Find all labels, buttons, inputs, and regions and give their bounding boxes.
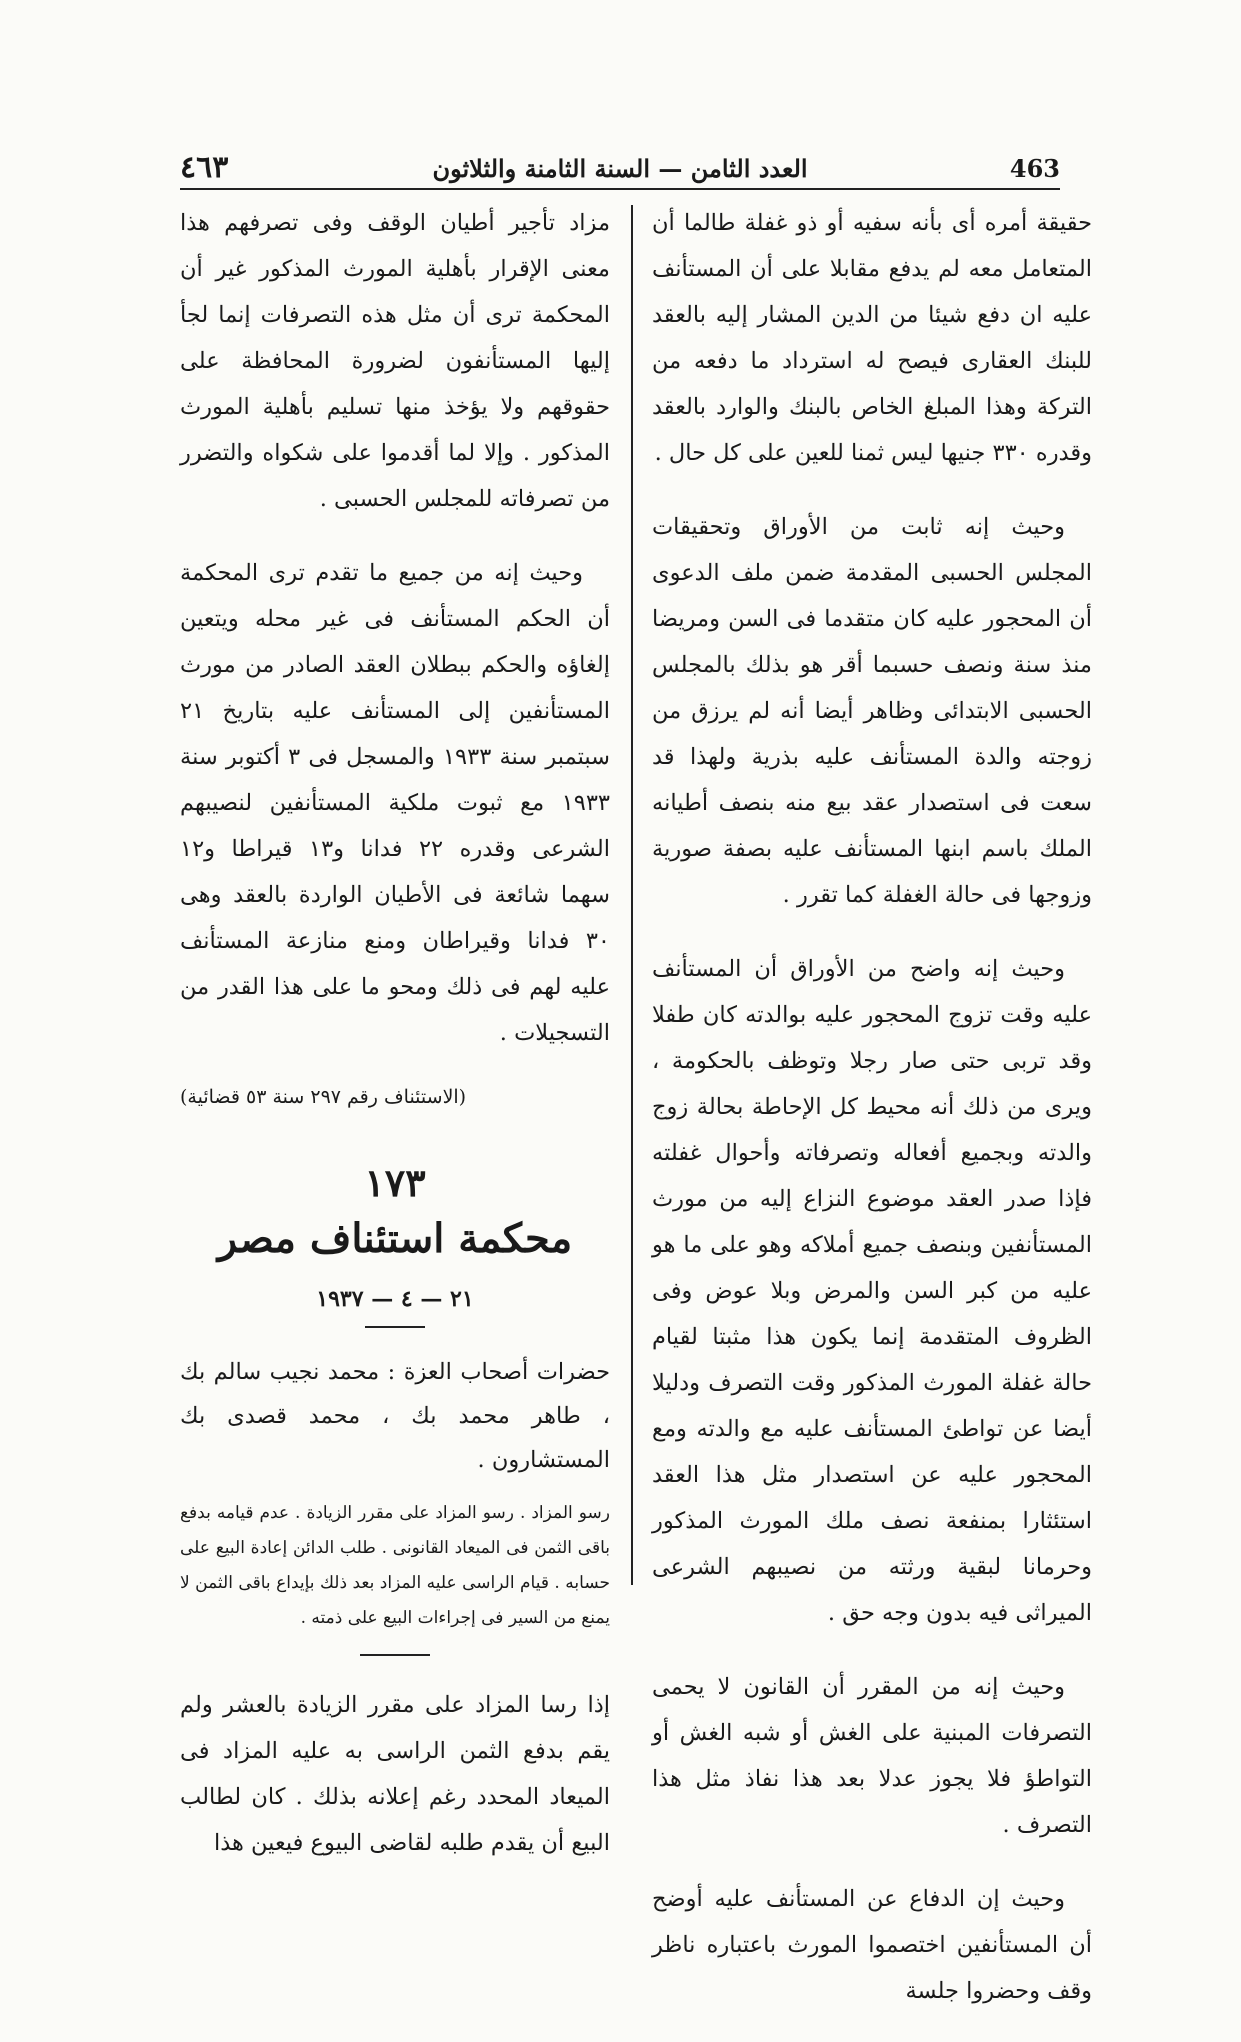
page-number-arabic: ٤٦٣: [180, 150, 229, 185]
paragraph: وحيث إنه من جميع ما تقدم ترى المحكمة أن الحكم المستأنف فى غير محله ويتعين إلغاؤه والحكم ببطلان العقد الصادر من مورث المستأنفين إلى المستأنف عليه بتاريخ ٢١ سبتمبر سنة ١٩٣٣ والمسجل فى ٣ أكتوبر سنة ١٩٣٣ مع ثبوت ملكية المستأنفين لنصيبهم الشرعى وقدره ٢٢ فدانا و١٣ قيراطا و١٢ سهما شائعة فى الأطيان الواردة بالعقد وهى ٣٠ فدانا وقيراطان ومنع منازعة المستأنف عليه لهم فى ذلك ومحو ما على هذا القدر من التسجيلات .: [180, 560, 611, 1046]
court-name: محكمة استئناف مصر: [217, 1215, 573, 1262]
page-number-latin: 463: [1009, 154, 1060, 183]
judges-list: حضرات أصحاب العزة : محمد نجيب سالم بك ، طاهر محمد بك ، محمد قصدى بك المستشارون .: [180, 1359, 610, 1473]
right-column: [652, 200, 1092, 2042]
running-title: العدد الثامن — السنة الثامنة والثلاثون: [432, 154, 808, 183]
left-column: [180, 200, 610, 1894]
case-date: ٢١ — ٤ — ١٩٣٧: [316, 1286, 474, 1312]
paragraph: وحيث إنه واضح من الأوراق أن المستأنف عليه وقت تزوج المحجور عليه بوالدته كان طفلا وقد تربى حتى صار رجلا وتوظف بالحكومة ، ويرى من ذلك أنه محيط كل الإحاطة بحالة زوج والدته وبجميع أفعاله وتصرفاته وأحوال غفلته فإذا صدر العقد موضوع النزاع إليه من مورث المستأنفين وبنصف جميع أملاكه وهو على ما هو عليه من كبر السن والمرض وبلا عوض وفى الظروف المتقدمة إنما يكون هذا مثبتا لقيام حالة غفلة المورث المذكور وقت التصرف ودليلا أيضا عن تواطئ المستأنف عليه مع والدته ومع المحجور عليه عن استصدار مثل هذا العقد استئثارا بمنفعة نصف ملك المورث المذكور وحرمانا لبقية ورثته من نصيبهم الشرعى الميراثى فيه بدون وجه حق .: [652, 956, 1092, 1626]
divider: [365, 1326, 425, 1328]
divider: [360, 1654, 430, 1656]
page-header: [180, 150, 1060, 190]
paragraph: وحيث إنه من المقرر أن القانون لا يحمى التصرفات المبنية على الغش أو شبه الغش أو التواطؤ فلا يجوز عدلا بعد هذا نفاذ مثل هذا التصرف .: [652, 1674, 1092, 1838]
paragraph: مزاد تأجير أطيان الوقف وفى تصرفهم هذا معنى الإقرار بأهلية المورث المذكور غير أن المحكمة ترى أن مثل هذه التصرفات إنما لجأ إليها المستأنفون لضرورة المحافظة على حقوقهم ولا يؤخذ منها تسليم بأهلية المورث المذكور . وإلا لما أقدموا على شكواه والتضرر من تصرفاته للمجلس الحسبى .: [180, 210, 610, 512]
case-number: ١٧٣: [364, 1160, 426, 1205]
paragraph: وحيث إنه ثابت من الأوراق وتحقيقات المجلس الحسبى المقدمة ضمن ملف الدعوى أن المحجور عليه كان متقدما فى السن ومريضا منذ سنة ونصف حسبما أقر هو بذلك بالمجلس الحسبى الابتدائى وظاهر أيضا أنه لم يرزق من زوجته والدة المستأنف عليه بذرية ولهذا قد سعت فى استصدار عقد بيع منه بنصف أطيانه الملك باسم ابنها المستأنف عليه بصفة صورية وزوجها فى حالة الغفلة كما تقرر .: [652, 514, 1092, 908]
case-reference: (الاستئناف رقم ٢٩٧ سنة ٥٣ قضائية): [180, 1086, 467, 1108]
paragraph: حقيقة أمره أى بأنه سفيه أو ذو غفلة طالما أن المتعامل معه لم يدفع مقابلا على أن المستأنف عليه ان دفع شيئا من الدين المشار إليه بالعقد للبنك العقارى فيصح له استرداد ما دفعه من التركة وهذا المبلغ الخاص بالبنك والوارد بالعقد وقدره ٣٣٠ جنيها ليس ثمنا للعين على كل حال .: [652, 210, 1092, 466]
case-summary: رسو المزاد . رسو المزاد على مقرر الزيادة . عدم قيامه بدفع باقى الثمن فى الميعاد القانونى . طلب الدائن إعادة البيع على حسابه . قيام الراسى عليه المزاد بعد ذلك بإيداع باقى الثمن لا يمنع من السير فى إجراءات البيع على ذمته .: [180, 1503, 610, 1628]
paragraph: وحيث إن الدفاع عن المستأنف عليه أوضح أن المستأنفين اختصموا المورث باعتباره ناظر وقف وحضروا جلسة: [652, 1886, 1092, 2004]
column-divider: [631, 205, 633, 1585]
header-rule: [180, 188, 1060, 190]
paragraph: إذا رسا المزاد على مقرر الزيادة بالعشر ولم يقم بدفع الثمن الراسى به عليه المزاد فى الميعاد المحدد رغم إعلانه بذلك . كان لطالب البيع أن يقدم طلبه لقاضى البيوع فيعين هذا: [180, 1692, 610, 1856]
